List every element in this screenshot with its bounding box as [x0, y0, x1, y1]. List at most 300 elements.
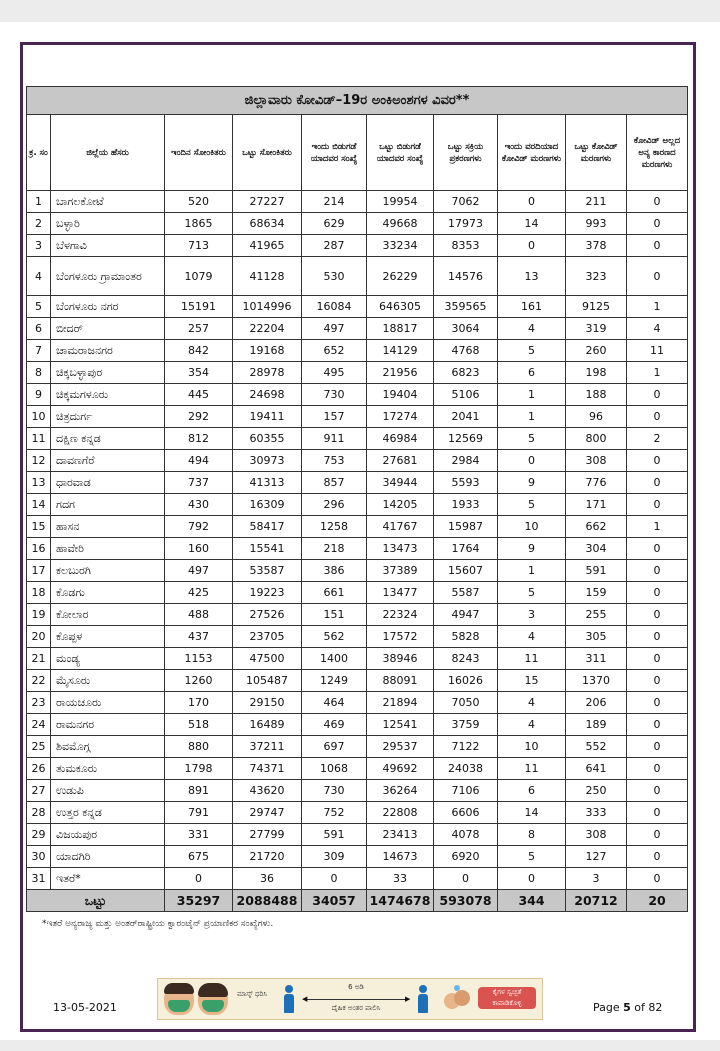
value-cell: 5593	[434, 472, 498, 494]
value-cell: 1	[498, 560, 566, 582]
value-cell: 1014996	[233, 296, 302, 318]
value-cell: 464	[302, 692, 367, 714]
value-cell: 662	[566, 516, 627, 538]
serial-cell: 19	[27, 604, 51, 626]
value-cell: 993	[566, 213, 627, 235]
district-name-cell: ಉಡುಪಿ	[51, 780, 165, 802]
value-cell: 591	[566, 560, 627, 582]
total-value: 2088488	[233, 890, 302, 912]
value-cell: 425	[165, 582, 233, 604]
value-cell: 1	[498, 384, 566, 406]
value-cell: 304	[566, 538, 627, 560]
value-cell: 497	[302, 318, 367, 340]
mask-text: ಮಾಸ್ಕ್ ಧರಿಸಿ	[237, 990, 267, 998]
table-row	[27, 472, 688, 494]
serial-cell: 16	[27, 538, 51, 560]
table-row	[27, 648, 688, 670]
value-cell: 753	[302, 450, 367, 472]
value-cell: 0	[627, 406, 688, 428]
column-header: ಜಿಲ್ಲೆಯ ಹೆಸರು	[51, 115, 165, 191]
value-cell: 30973	[233, 450, 302, 472]
table-row	[27, 428, 688, 450]
value-cell: 323	[566, 257, 627, 296]
value-cell: 0	[627, 846, 688, 868]
value-cell: 0	[627, 235, 688, 257]
value-cell: 10	[498, 516, 566, 538]
district-covid-table	[26, 86, 688, 912]
serial-cell: 22	[27, 670, 51, 692]
value-cell: 47500	[233, 648, 302, 670]
value-cell: 189	[566, 714, 627, 736]
table-row	[27, 868, 688, 890]
value-cell: 96	[566, 406, 627, 428]
value-cell: 257	[165, 318, 233, 340]
value-cell: 17274	[367, 406, 434, 428]
value-cell: 1400	[302, 648, 367, 670]
handwash-text: ಕೈಗಳ ಸ್ವಚ್ಛತೆ ಕಾಪಾಡಿಕೊಳ್ಳಿ	[478, 987, 536, 1009]
table-row	[27, 235, 688, 257]
district-name-cell: ಹಾವೇರಿ	[51, 538, 165, 560]
column-header: ಒಟ್ಟು ಸಕ್ರಿಯ ಪ್ರಕರಣಗಳು	[434, 115, 498, 191]
value-cell: 287	[302, 235, 367, 257]
value-cell: 752	[302, 802, 367, 824]
value-cell: 43620	[233, 780, 302, 802]
page-number: Page 5 of 82	[593, 1001, 663, 1014]
column-header: ಒಟ್ಟು ಸೋಂಕಿತರು	[233, 115, 302, 191]
value-cell: 16026	[434, 670, 498, 692]
value-cell: 1258	[302, 516, 367, 538]
value-cell: 5	[498, 582, 566, 604]
column-header: ಇಂದು ಬಿಡುಗಡೆ ಯಾದವರ ಸಂಖ್ಯೆ	[302, 115, 367, 191]
table-row	[27, 340, 688, 362]
value-cell: 34944	[367, 472, 434, 494]
value-cell: 1933	[434, 494, 498, 516]
value-cell: 495	[302, 362, 367, 384]
table-row	[27, 191, 688, 213]
value-cell: 68634	[233, 213, 302, 235]
value-cell: 7122	[434, 736, 498, 758]
value-cell: 2	[627, 428, 688, 450]
serial-cell: 17	[27, 560, 51, 582]
value-cell: 629	[302, 213, 367, 235]
value-cell: 19168	[233, 340, 302, 362]
value-cell: 29747	[233, 802, 302, 824]
table-row	[27, 626, 688, 648]
total-row	[27, 890, 688, 912]
table-row	[27, 318, 688, 340]
column-header: ಕ್ರ. ಸಂ	[27, 115, 51, 191]
value-cell: 14129	[367, 340, 434, 362]
district-name-cell: ರಾಮನಗರ	[51, 714, 165, 736]
value-cell: 6823	[434, 362, 498, 384]
value-cell: 0	[498, 235, 566, 257]
value-cell: 520	[165, 191, 233, 213]
value-cell: 14	[498, 213, 566, 235]
mask-segment	[158, 979, 276, 1019]
value-cell: 21956	[367, 362, 434, 384]
value-cell: 0	[302, 868, 367, 890]
district-name-cell: ಕಲಬುರಗಿ	[51, 560, 165, 582]
value-cell: 842	[165, 340, 233, 362]
serial-cell: 24	[27, 714, 51, 736]
value-cell: 27681	[367, 450, 434, 472]
value-cell: 15191	[165, 296, 233, 318]
value-cell: 0	[627, 692, 688, 714]
district-name-cell: ವಿಜಯಪುರ	[51, 824, 165, 846]
value-cell: 1153	[165, 648, 233, 670]
value-cell: 14	[498, 802, 566, 824]
value-cell: 305	[566, 626, 627, 648]
value-cell: 0	[627, 670, 688, 692]
district-name-cell: ಧಾರವಾಡ	[51, 472, 165, 494]
handwash-segment	[434, 979, 542, 1019]
value-cell: 891	[165, 780, 233, 802]
value-cell: 1	[627, 362, 688, 384]
value-cell: 1260	[165, 670, 233, 692]
value-cell: 3064	[434, 318, 498, 340]
value-cell: 0	[498, 868, 566, 890]
value-cell: 7106	[434, 780, 498, 802]
value-cell: 41128	[233, 257, 302, 296]
value-cell: 1	[498, 406, 566, 428]
value-cell: 4	[498, 626, 566, 648]
value-cell: 518	[165, 714, 233, 736]
value-cell: 198	[566, 362, 627, 384]
value-cell: 445	[165, 384, 233, 406]
bottom-band	[0, 1040, 720, 1051]
serial-cell: 12	[27, 450, 51, 472]
serial-cell: 5	[27, 296, 51, 318]
value-cell: 2041	[434, 406, 498, 428]
value-cell: 0	[627, 758, 688, 780]
value-cell: 4	[627, 318, 688, 340]
distance-arrow-icon	[304, 999, 408, 1000]
table-row	[27, 362, 688, 384]
value-cell: 3	[566, 868, 627, 890]
value-cell: 8243	[434, 648, 498, 670]
value-cell: 5	[498, 494, 566, 516]
value-cell: 730	[302, 384, 367, 406]
serial-cell: 29	[27, 824, 51, 846]
district-name-cell: ಹಾಸನ	[51, 516, 165, 538]
value-cell: 19954	[367, 191, 434, 213]
value-cell: 562	[302, 626, 367, 648]
top-band	[0, 0, 720, 22]
value-cell: 9	[498, 472, 566, 494]
value-cell: 0	[627, 714, 688, 736]
value-cell: 188	[566, 384, 627, 406]
distance-value: 6 ಅಡಿ	[348, 983, 364, 991]
serial-cell: 8	[27, 362, 51, 384]
value-cell: 206	[566, 692, 627, 714]
value-cell: 14673	[367, 846, 434, 868]
district-name-cell: ಚಿತ್ರದುರ್ಗ	[51, 406, 165, 428]
column-header: ಕೋವಿಡ್ ಅಲ್ಲದ ಅನ್ಯ ಕಾರಣದ ಮರಣಗಳು	[627, 115, 688, 191]
value-cell: 9	[498, 538, 566, 560]
value-cell: 0	[627, 604, 688, 626]
value-cell: 0	[627, 384, 688, 406]
value-cell: 37211	[233, 736, 302, 758]
table-row	[27, 538, 688, 560]
value-cell: 494	[165, 450, 233, 472]
value-cell: 41965	[233, 235, 302, 257]
value-cell: 4	[498, 692, 566, 714]
value-cell: 9125	[566, 296, 627, 318]
value-cell: 13473	[367, 538, 434, 560]
value-cell: 0	[627, 868, 688, 890]
district-name-cell: ಯಾದಗಿರಿ	[51, 846, 165, 868]
value-cell: 661	[302, 582, 367, 604]
district-name-cell: ದಾವಣಗೆರೆ	[51, 450, 165, 472]
value-cell: 211	[566, 191, 627, 213]
serial-cell: 7	[27, 340, 51, 362]
table-row	[27, 257, 688, 296]
table-row	[27, 560, 688, 582]
value-cell: 41767	[367, 516, 434, 538]
footnote: *ಇತರೆ ಅನ್ಯರಾಜ್ಯ ಮತ್ತು ಅಂತರ್‌ರಾಷ್ಟ್ರೀಯ ಕ್ವಾರಂಟೈನ್ ಪ್ರಯಾಣಿಕರ ಸಂಖ್ಯೆಗಳು.	[42, 919, 274, 929]
value-cell: 15987	[434, 516, 498, 538]
value-cell: 0	[627, 780, 688, 802]
serial-cell: 9	[27, 384, 51, 406]
value-cell: 17973	[434, 213, 498, 235]
table-row	[27, 604, 688, 626]
value-cell: 74371	[233, 758, 302, 780]
value-cell: 713	[165, 235, 233, 257]
value-cell: 3759	[434, 714, 498, 736]
value-cell: 6	[498, 362, 566, 384]
value-cell: 41313	[233, 472, 302, 494]
value-cell: 0	[627, 213, 688, 235]
value-cell: 28978	[233, 362, 302, 384]
value-cell: 308	[566, 450, 627, 472]
district-name-cell: ಚಾಮರಾಜನಗರ	[51, 340, 165, 362]
value-cell: 2984	[434, 450, 498, 472]
value-cell: 26229	[367, 257, 434, 296]
value-cell: 311	[566, 648, 627, 670]
value-cell: 792	[165, 516, 233, 538]
district-name-cell: ಬೆಳಗಾವಿ	[51, 235, 165, 257]
serial-cell: 31	[27, 868, 51, 890]
value-cell: 127	[566, 846, 627, 868]
value-cell: 359565	[434, 296, 498, 318]
value-cell: 160	[165, 538, 233, 560]
value-cell: 13477	[367, 582, 434, 604]
table-row	[27, 516, 688, 538]
value-cell: 105487	[233, 670, 302, 692]
value-cell: 16084	[302, 296, 367, 318]
value-cell: 4	[498, 714, 566, 736]
value-cell: 214	[302, 191, 367, 213]
value-cell: 58417	[233, 516, 302, 538]
value-cell: 1370	[566, 670, 627, 692]
value-cell: 308	[566, 824, 627, 846]
person-right-icon	[418, 985, 428, 1013]
value-cell: 5	[498, 846, 566, 868]
column-header: ಇಂದು ವರದಿಯಾದ ಕೋವಿಡ್ ಮರಣಗಳು	[498, 115, 566, 191]
value-cell: 218	[302, 538, 367, 560]
table-row	[27, 582, 688, 604]
value-cell: 23705	[233, 626, 302, 648]
value-cell: 29537	[367, 736, 434, 758]
value-cell: 6920	[434, 846, 498, 868]
value-cell: 911	[302, 428, 367, 450]
table-row	[27, 780, 688, 802]
value-cell: 0	[627, 538, 688, 560]
serial-cell: 15	[27, 516, 51, 538]
person-left-icon	[284, 985, 294, 1013]
value-cell: 36264	[367, 780, 434, 802]
value-cell: 17572	[367, 626, 434, 648]
value-cell: 0	[627, 648, 688, 670]
district-name-cell: ಕೊಪ್ಪಳ	[51, 626, 165, 648]
serial-cell: 26	[27, 758, 51, 780]
value-cell: 730	[302, 780, 367, 802]
value-cell: 7062	[434, 191, 498, 213]
value-cell: 437	[165, 626, 233, 648]
serial-cell: 11	[27, 428, 51, 450]
value-cell: 4078	[434, 824, 498, 846]
value-cell: 552	[566, 736, 627, 758]
value-cell: 49692	[367, 758, 434, 780]
value-cell: 27227	[233, 191, 302, 213]
value-cell: 1865	[165, 213, 233, 235]
serial-cell: 27	[27, 780, 51, 802]
value-cell: 14576	[434, 257, 498, 296]
value-cell: 24038	[434, 758, 498, 780]
serial-cell: 6	[27, 318, 51, 340]
value-cell: 0	[165, 868, 233, 890]
value-cell: 0	[627, 472, 688, 494]
value-cell: 0	[627, 257, 688, 296]
table-row	[27, 802, 688, 824]
value-cell: 11	[498, 648, 566, 670]
serial-cell: 20	[27, 626, 51, 648]
district-name-cell: ಬಾಗಲಕೋಟೆ	[51, 191, 165, 213]
value-cell: 0	[434, 868, 498, 890]
value-cell: 331	[165, 824, 233, 846]
district-name-cell: ಚಿಕ್ಕಮಗಳೂರು	[51, 384, 165, 406]
value-cell: 53587	[233, 560, 302, 582]
masked-man-icon	[164, 983, 194, 1015]
value-cell: 0	[627, 450, 688, 472]
serial-cell: 21	[27, 648, 51, 670]
header-row	[27, 115, 688, 191]
district-name-cell: ಬಳ್ಳಾರಿ	[51, 213, 165, 235]
value-cell: 159	[566, 582, 627, 604]
value-cell: 4	[498, 318, 566, 340]
total-value: 34057	[302, 890, 367, 912]
serial-cell: 30	[27, 846, 51, 868]
value-cell: 11	[498, 758, 566, 780]
value-cell: 19411	[233, 406, 302, 428]
value-cell: 0	[627, 626, 688, 648]
district-name-cell: ಮಂಡ್ಯ	[51, 648, 165, 670]
serial-cell: 14	[27, 494, 51, 516]
value-cell: 0	[498, 450, 566, 472]
value-cell: 776	[566, 472, 627, 494]
district-name-cell: ಶಿವಮೊಗ್ಗ	[51, 736, 165, 758]
value-cell: 151	[302, 604, 367, 626]
value-cell: 6606	[434, 802, 498, 824]
value-cell: 1079	[165, 257, 233, 296]
district-name-cell: ರಾಯಚೂರು	[51, 692, 165, 714]
total-value: 35297	[165, 890, 233, 912]
value-cell: 21894	[367, 692, 434, 714]
value-cell: 27799	[233, 824, 302, 846]
value-cell: 1	[627, 516, 688, 538]
district-name-cell: ಬೆಂಗಳೂರು ನಗರ	[51, 296, 165, 318]
value-cell: 250	[566, 780, 627, 802]
value-cell: 255	[566, 604, 627, 626]
value-cell: 812	[165, 428, 233, 450]
current-page: 5	[623, 1001, 631, 1014]
value-cell: 60355	[233, 428, 302, 450]
report-date: 13-05-2021	[53, 1001, 117, 1014]
serial-cell: 13	[27, 472, 51, 494]
value-cell: 0	[627, 560, 688, 582]
value-cell: 23413	[367, 824, 434, 846]
total-value: 344	[498, 890, 566, 912]
value-cell: 15	[498, 670, 566, 692]
value-cell: 430	[165, 494, 233, 516]
value-cell: 14205	[367, 494, 434, 516]
value-cell: 530	[302, 257, 367, 296]
distance-text: ದೈಹಿಕ ಅಂತರ ಪಾಲಿಸಿ	[331, 1004, 381, 1012]
safety-banner	[157, 978, 543, 1020]
district-name-cell: ಬೀದರ್	[51, 318, 165, 340]
value-cell: 88091	[367, 670, 434, 692]
district-name-cell: ಬೆಂಗಳೂರು ಗ್ರಾಮಾಂತರ	[51, 257, 165, 296]
value-cell: 22808	[367, 802, 434, 824]
table-row	[27, 213, 688, 235]
district-name-cell: ಗದಗ	[51, 494, 165, 516]
table-row	[27, 384, 688, 406]
value-cell: 8	[498, 824, 566, 846]
table-row	[27, 692, 688, 714]
value-cell: 1798	[165, 758, 233, 780]
value-cell: 1068	[302, 758, 367, 780]
serial-cell: 28	[27, 802, 51, 824]
value-cell: 5	[498, 340, 566, 362]
district-name-cell: ಕೊಡಗು	[51, 582, 165, 604]
value-cell: 675	[165, 846, 233, 868]
value-cell: 488	[165, 604, 233, 626]
district-name-cell: ದಕ್ಷಿಣ ಕನ್ನಡ	[51, 428, 165, 450]
value-cell: 4947	[434, 604, 498, 626]
value-cell: 333	[566, 802, 627, 824]
table-row	[27, 670, 688, 692]
value-cell: 22324	[367, 604, 434, 626]
value-cell: 16309	[233, 494, 302, 516]
value-cell: 46984	[367, 428, 434, 450]
value-cell: 641	[566, 758, 627, 780]
value-cell: 19223	[233, 582, 302, 604]
value-cell: 646305	[367, 296, 434, 318]
value-cell: 5828	[434, 626, 498, 648]
total-label: ಒಟ್ಟು	[27, 890, 165, 912]
table-row	[27, 758, 688, 780]
serial-cell: 3	[27, 235, 51, 257]
value-cell: 38946	[367, 648, 434, 670]
value-cell: 157	[302, 406, 367, 428]
column-header: ಒಟ್ಟು ಕೋವಿಡ್ ಮರಣಗಳು	[566, 115, 627, 191]
value-cell: 6	[498, 780, 566, 802]
value-cell: 4768	[434, 340, 498, 362]
total-value: 593078	[434, 890, 498, 912]
value-cell: 10	[498, 736, 566, 758]
total-value: 1474678	[367, 890, 434, 912]
masked-woman-icon	[198, 983, 228, 1015]
